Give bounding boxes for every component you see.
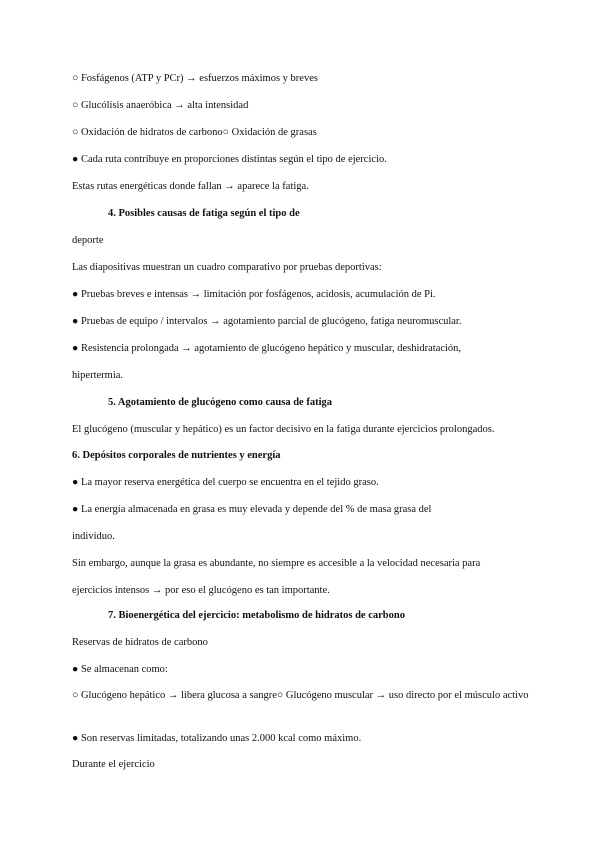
section-heading: 6. Depósitos corporales de nutrientes y energía xyxy=(72,450,281,461)
list-item: ● La mayor reserva energética del cuerpo se encuentra en el tejido graso. xyxy=(72,477,379,488)
section-heading-continuation: deporte xyxy=(72,235,104,246)
list-item: ● Son reservas limitadas, totalizando unas 2.000 kcal como máximo. xyxy=(72,733,362,744)
list-item: ○ Glucógeno hepático → libera glucosa a sangre○ Glucógeno muscular → uso directo por el músculo activo xyxy=(72,690,529,701)
section-heading: 4. Posibles causas de fatiga según el tipo de xyxy=(108,208,300,219)
paragraph: Reservas de hidratos de carbono xyxy=(72,637,208,648)
paragraph-continuation: ejercicios intensos → por eso el glucógeno es tan importante. xyxy=(72,585,330,596)
list-item: ○ Fosfágenos (ATP y PCr) → esfuerzos máximos y breves xyxy=(72,73,318,84)
paragraph: Sin embargo, aunque la grasa es abundante, no siempre es accesible a la velocidad necesaria para xyxy=(72,558,481,569)
paragraph: Las diapositivas muestran un cuadro comparativo por pruebas deportivas: xyxy=(72,262,382,273)
list-item: ○ Glucólisis anaeróbica → alta intensidad xyxy=(72,100,249,111)
paragraph: Estas rutas energéticas donde fallan → aparece la fatiga. xyxy=(72,181,309,192)
list-item: ● La energía almacenada en grasa es muy elevada y depende del % de masa grasa del xyxy=(72,504,432,515)
list-item: ● Se almacenan como: xyxy=(72,664,168,675)
list-item: ● Cada ruta contribuye en proporciones distintas según el tipo de ejercicio. xyxy=(72,154,387,165)
section-heading: 5. Agotamiento de glucógeno como causa de fatiga xyxy=(108,397,332,408)
list-item: ● Resistencia prolongada → agotamiento de glucógeno hepático y muscular, deshidratación, xyxy=(72,343,462,354)
section-heading: 7. Bioenergética del ejercicio: metabolismo de hidratos de carbono xyxy=(108,610,405,621)
list-item: ● Pruebas de equipo / intervalos → agotamiento parcial de glucógeno, fatiga neuromuscular. xyxy=(72,316,462,327)
list-item-continuation: hipertermia. xyxy=(72,370,124,381)
list-item-continuation: individuo. xyxy=(72,531,115,542)
list-item: ○ Oxidación de hidratos de carbono○ Oxidación de grasas xyxy=(72,127,317,138)
paragraph: Durante el ejercicio xyxy=(72,759,155,770)
paragraph: El glucógeno (muscular y hepático) es un factor decisivo en la fatiga durante ejercicios prolongados. xyxy=(72,424,495,435)
list-item: ● Pruebas breves e intensas → limitación por fosfágenos, acidosis, acumulación de Pi. xyxy=(72,289,436,300)
